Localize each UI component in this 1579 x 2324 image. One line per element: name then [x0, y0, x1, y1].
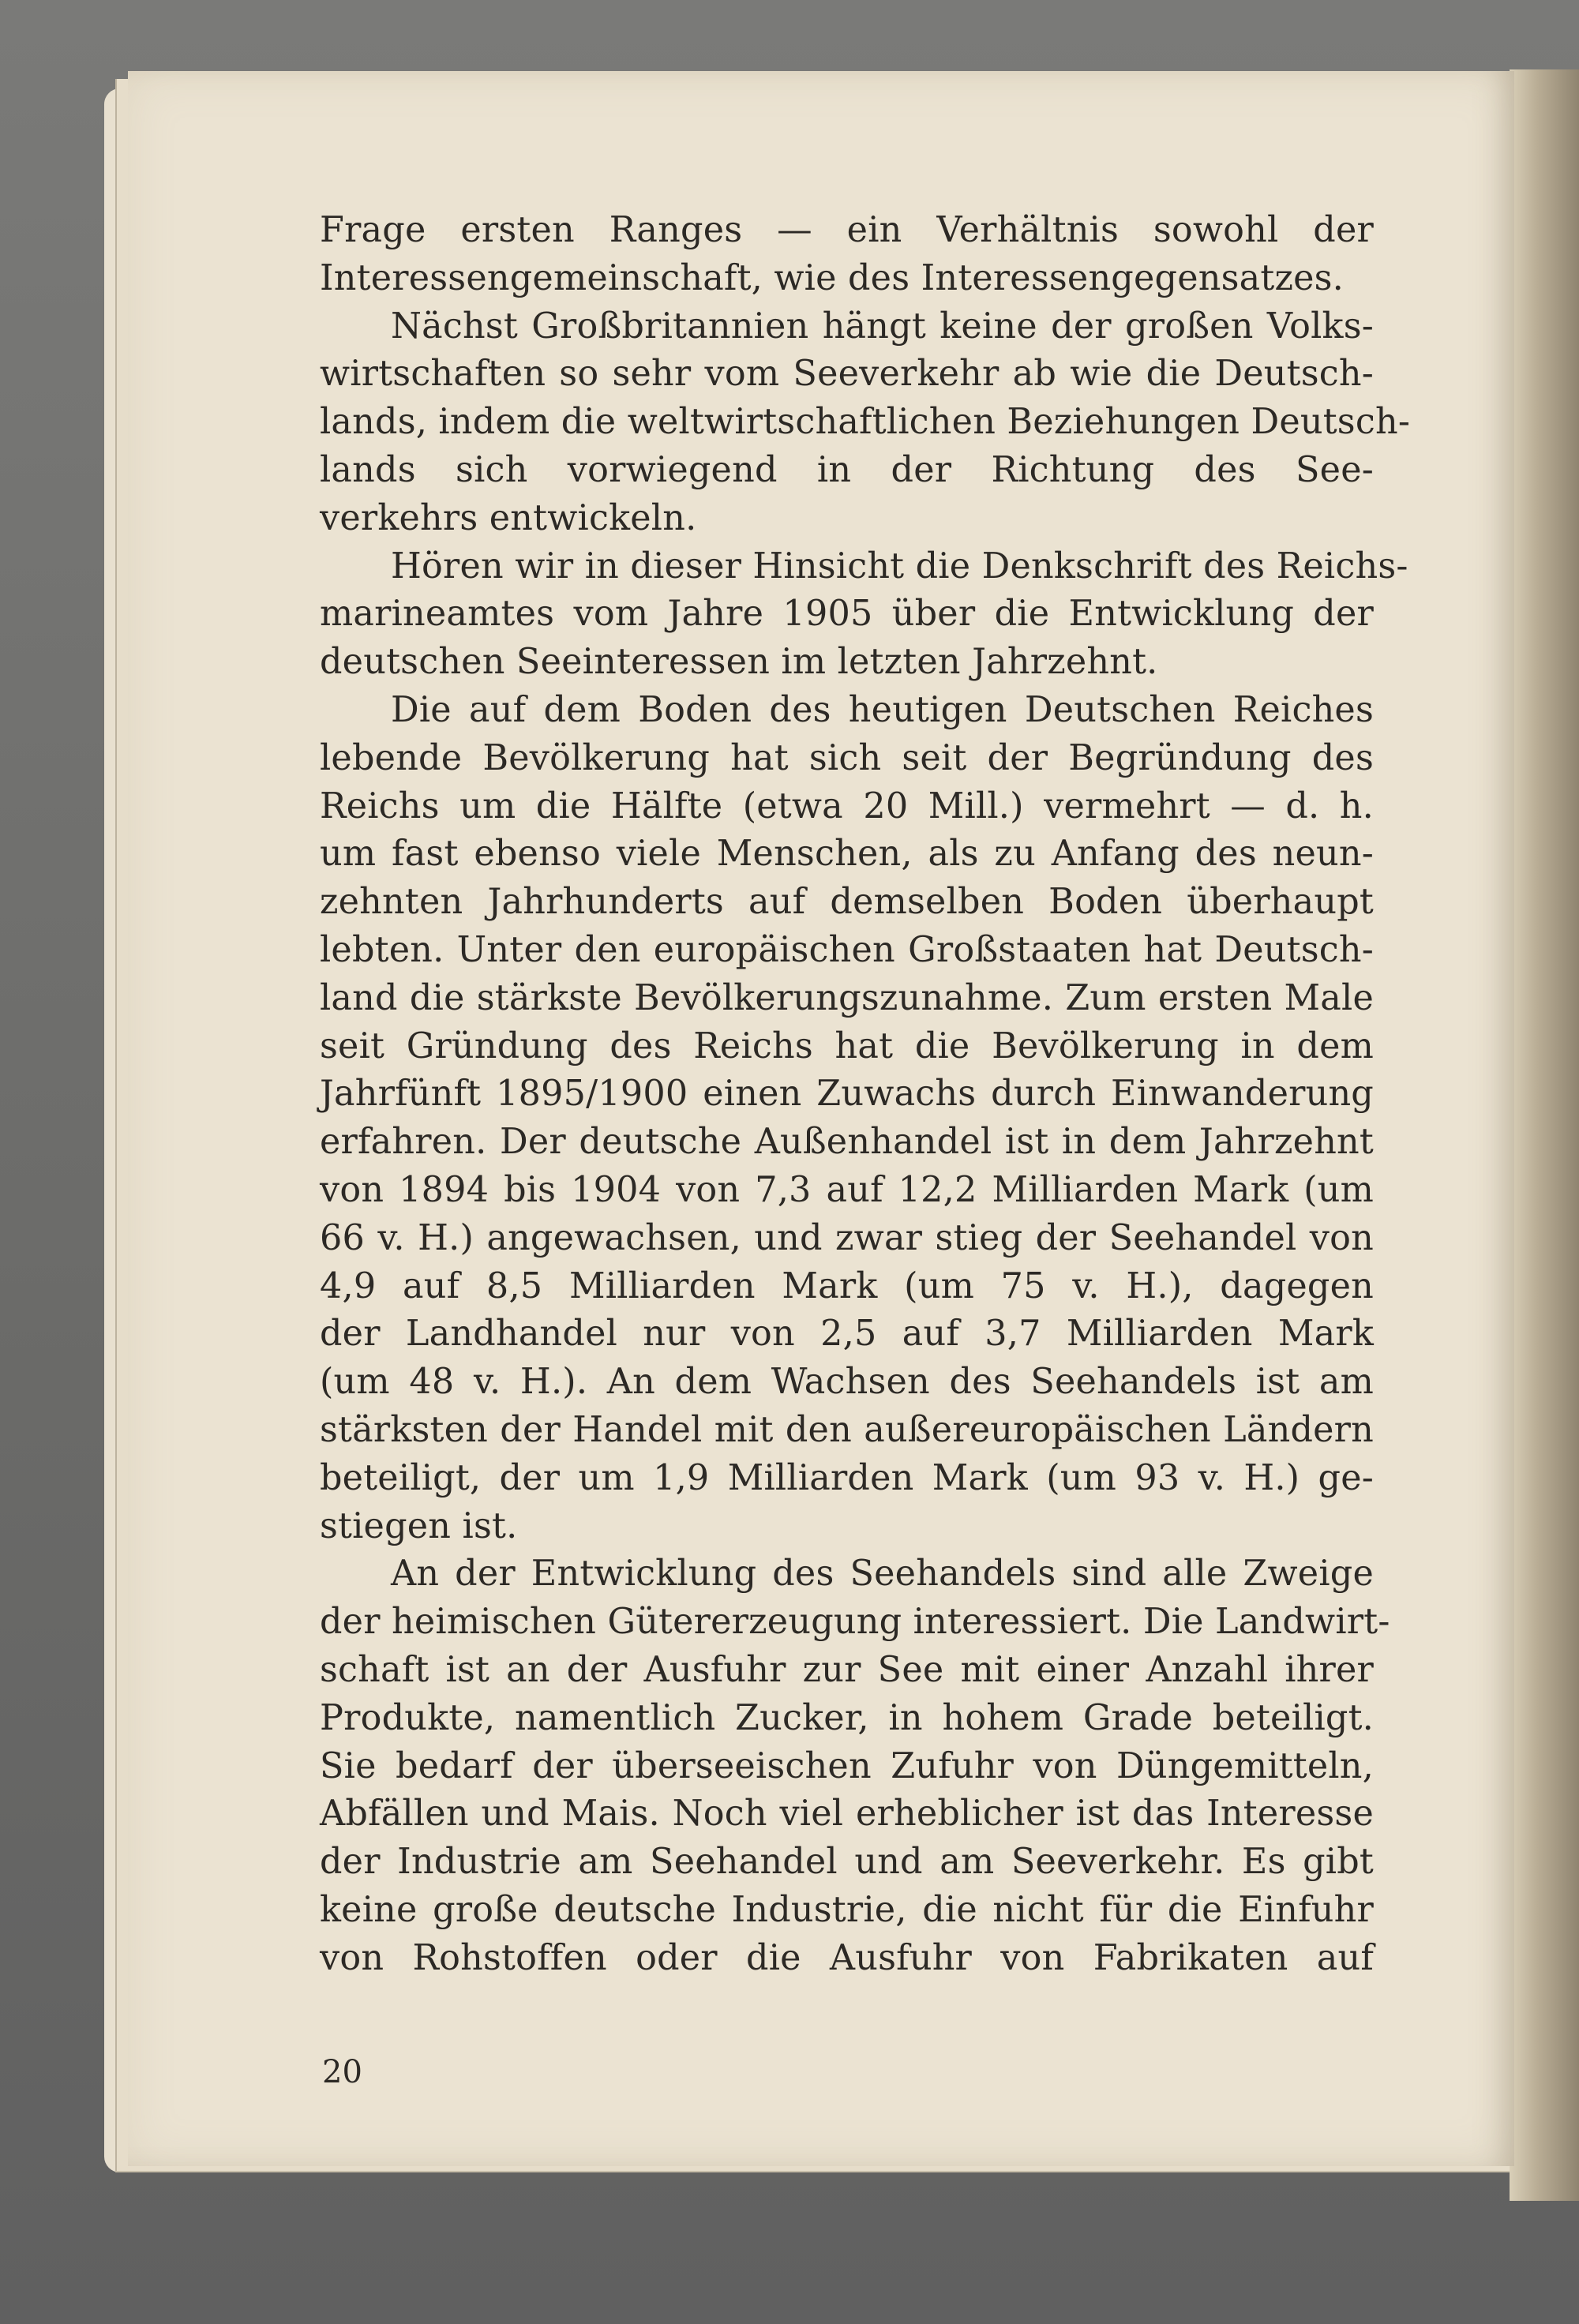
body-text [320, 207, 1411, 1982]
text-line: von 1894 bis 1904 von 7,3 auf 12,2 Milliarden Mark (um [320, 1169, 1374, 1210]
text-line: An der Entwicklung des Seehandels sind alle Zweige [391, 1554, 1374, 1595]
text-line: 4,9 auf 8,5 Milliarden Mark (um 75 v. H.), dagegen [320, 1265, 1374, 1306]
text-line: keine große deutsche Industrie, die nicht für die Einfuhr [320, 1889, 1374, 1930]
text-line: Reichs um die Hälfte (etwa 20 Mill.) vermehrt — d. h. [320, 785, 1374, 827]
text-line: lebende Bevölkerung hat sich seit der Begründung des [320, 737, 1374, 778]
text-line: Sie bedarf der überseeischen Zufuhr von Düngemitteln, [320, 1745, 1374, 1786]
book-gutter [1510, 69, 1579, 2201]
text-line: stärksten der Handel mit den außereuropäischen Ländern [320, 1409, 1374, 1450]
text-line: Die auf dem Boden des heutigen Deutschen Reiches [391, 689, 1374, 730]
text-line: lebten. Unter den europäischen Großstaaten hat Deutsch- [320, 929, 1374, 970]
text-line: Abfällen und Mais. Noch viel erheblicher ist das Interesse [320, 1794, 1374, 1835]
text-line: deutschen Seeinteressen im letzten Jahrzehnt. [320, 642, 1158, 683]
text-line: land die stärkste Bevölkerungszunahme. Zum ersten Male [320, 977, 1374, 1018]
text-line: Jahrfünft 1895/1900 einen Zuwachs durch Einwanderung [320, 1074, 1374, 1115]
text-line: erfahren. Der deutsche Außenhandel ist in dem Jahrzehnt [320, 1122, 1374, 1163]
text-line: Hören wir in dieser Hinsicht die Denkschrift des Reichs- [391, 545, 1408, 587]
text-line: Interessengemeinschaft, wie des Interessengegensatzes. [320, 257, 1345, 298]
text-line: seit Gründung des Reichs hat die Bevölkerung in dem [320, 1025, 1374, 1066]
text-line: Produkte, namentlich Zucker, in hohem Grade beteiligt. [320, 1697, 1374, 1738]
text-line: von Rohstoffen oder die Ausfuhr von Fabrikaten auf [320, 1937, 1374, 1978]
text-line: wirtschaften so sehr vom Seeverkehr ab wie die Deutsch- [320, 354, 1374, 395]
text-line: der Industrie am Seehandel und am Seeverkehr. Es gibt [320, 1842, 1374, 1883]
text-line: um fast ebenso viele Menschen, als zu Anfang des neun- [320, 834, 1374, 875]
text-line: lands, indem die weltwirtschaftlichen Beziehungen Deutsch- [320, 402, 1411, 443]
text-line: verkehrs entwickeln. [320, 497, 697, 538]
text-line: der Landhandel nur von 2,5 auf 3,7 Milliarden Mark [320, 1314, 1374, 1355]
text-line: beteiligt, der um 1,9 Milliarden Mark (um 93 v. H.) ge- [320, 1457, 1374, 1498]
text-line: 66 v. H.) angewachsen, und zwar stieg der Seehandel von [320, 1217, 1374, 1258]
text-line: stiegen ist. [320, 1505, 518, 1546]
text-line: zehnten Jahrhunderts auf demselben Boden überhaupt [320, 882, 1374, 923]
text-line: marineamtes vom Jahre 1905 über die Entwicklung der [320, 594, 1374, 635]
text-line: Frage ersten Ranges — ein Verhältnis sowohl der [320, 210, 1374, 250]
page-number: 20 [322, 2054, 362, 2090]
text-line: schaft ist an der Ausfuhr zur See mit einer Anzahl ihrer [320, 1649, 1374, 1690]
text-line: Nächst Großbritannien hängt keine der großen Volks- [391, 305, 1374, 347]
text-line: (um 48 v. H.). An dem Wachsen des Seehandels ist am [320, 1362, 1374, 1403]
text-line: der heimischen Gütererzeugung interessiert. Die Landwirt- [320, 1602, 1390, 1643]
text-line: lands sich vorwiegend in der Richtung des See- [320, 449, 1374, 490]
